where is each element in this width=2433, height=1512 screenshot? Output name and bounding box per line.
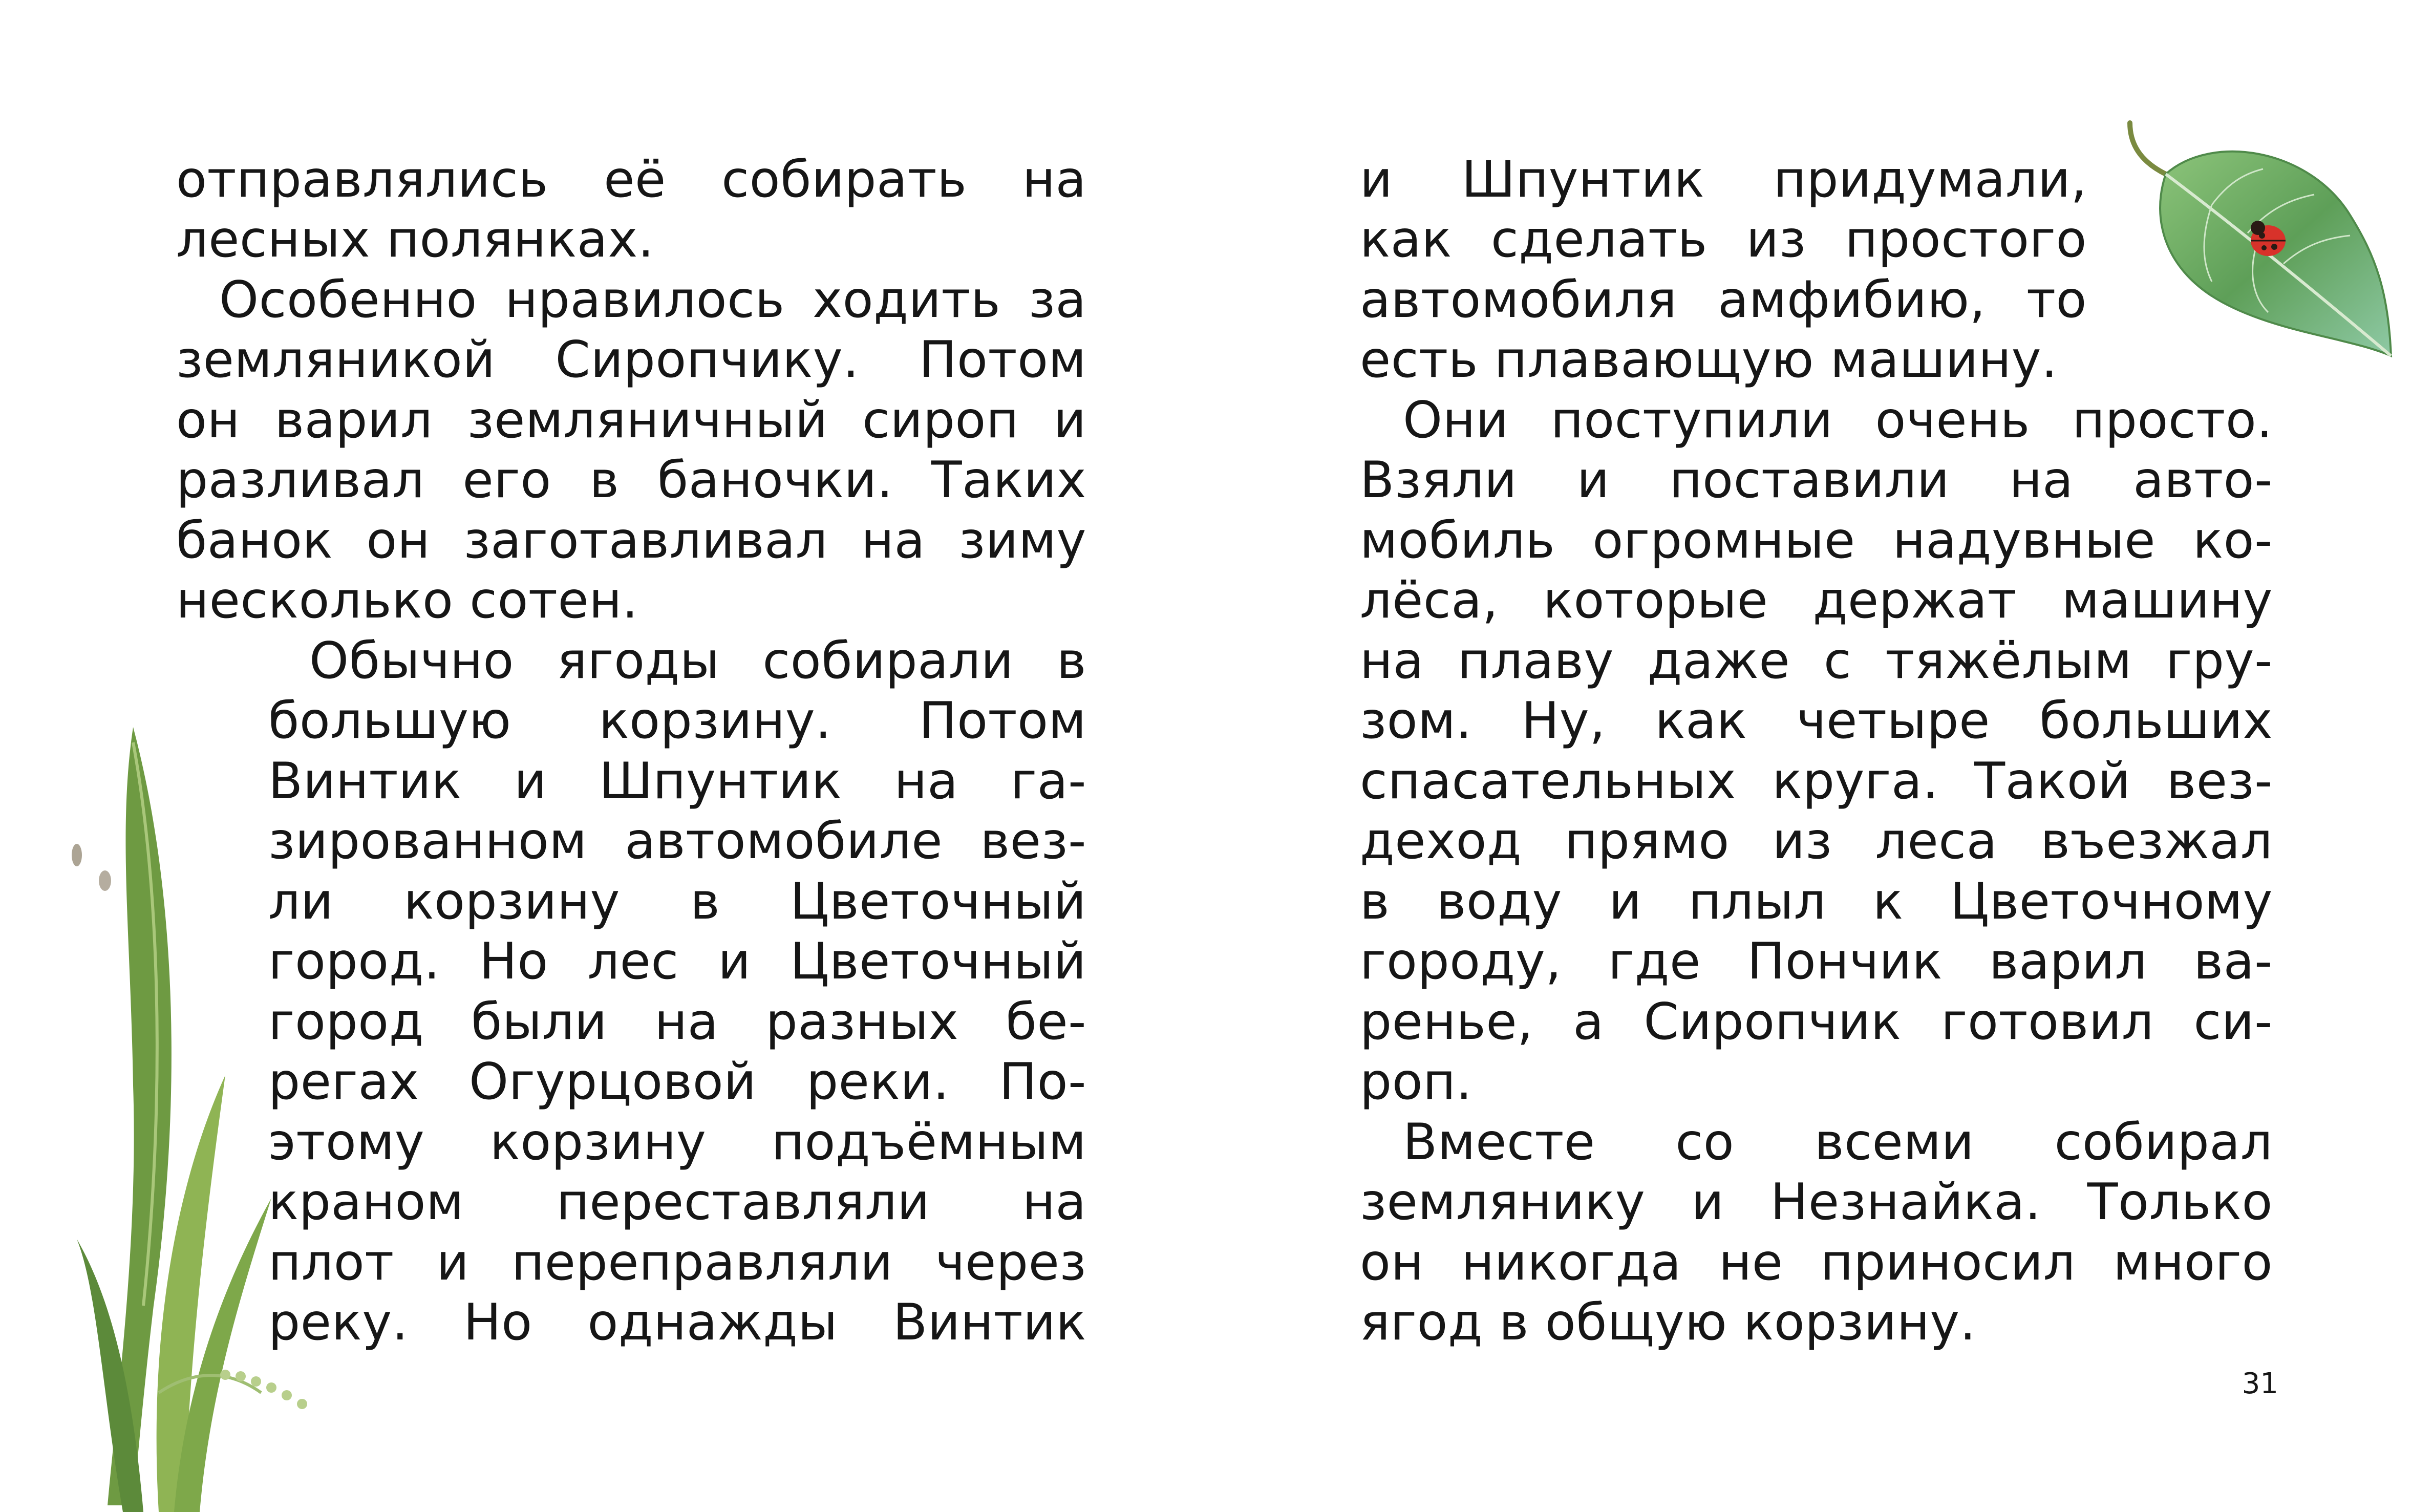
right-text-line: как сделать из простого	[1360, 210, 2087, 269]
left-text-line: разливал его в баночки. Таких	[176, 451, 1086, 509]
right-text-line: автомобиля амфибию, то	[1360, 271, 2087, 329]
left-text-line: ли корзину в Цветочный	[268, 872, 1086, 931]
left-text-line: Особенно нравилось ходить за	[219, 271, 1086, 329]
left-text-line: отправлялись её собирать на	[176, 151, 1086, 209]
left-text-line: Обычно ягоды собирали в	[309, 632, 1086, 690]
right-text-line: землянику и Незнайка. Только	[1360, 1173, 2273, 1231]
right-text-line: мобиль огромные надувные ко-	[1360, 512, 2273, 570]
right-text-line: и Шпунтик придумали,	[1360, 151, 2087, 209]
left-text-line: зированном автомобиле вез-	[268, 812, 1086, 870]
left-text-line: город. Но лес и Цветочный	[268, 932, 1086, 991]
left-text-line: город были на разных бе-	[268, 993, 1086, 1051]
right-text-line: на плаву даже с тяжёлым гру-	[1360, 632, 2273, 690]
left-text-line: лесных полянках.	[176, 210, 654, 269]
right-text-line: ягод в общую корзину.	[1360, 1293, 1976, 1352]
left-text-line: этому корзину подъёмным	[268, 1113, 1086, 1172]
left-text-line: плот и переправляли через	[268, 1233, 1086, 1292]
left-text-line: краном переставляли на	[268, 1173, 1086, 1231]
left-text-line: банок он заготавливал на зиму	[176, 512, 1086, 570]
page-number: 31	[2242, 1367, 2278, 1400]
left-text-line: реку. Но однажды Винтик	[268, 1293, 1086, 1352]
right-text-line: он никогда не приносил много	[1360, 1233, 2273, 1292]
right-text-line: Вместе со всеми собирал	[1403, 1113, 2273, 1172]
right-text-line: деход прямо из леса въезжал	[1360, 812, 2273, 870]
right-text-line: есть плавающую машину.	[1360, 331, 2058, 389]
right-text-line: городу, где Пончик варил ва-	[1360, 932, 2273, 991]
left-text-line: он варил земляничный сироп и	[176, 391, 1086, 450]
left-text-line: большую корзину. Потом	[268, 692, 1086, 750]
right-text-line: роп.	[1360, 1053, 1472, 1111]
right-text-line: спасательных круга. Такой вез-	[1360, 752, 2273, 811]
right-text-line: Взяли и поставили на авто-	[1360, 451, 2273, 509]
right-text-line: в воду и плыл к Цветочному	[1360, 872, 2273, 931]
right-text-line: лёса, которые держат машину	[1360, 571, 2273, 630]
left-text-line: несколько сотен.	[176, 571, 638, 630]
left-text-line: земляникой Сиропчику. Потом	[176, 331, 1086, 389]
left-text-line: регах Огурцовой реки. По-	[268, 1053, 1086, 1111]
right-text-line: Они поступили очень просто.	[1403, 391, 2273, 450]
right-text-line: зом. Ну, как четыре больших	[1360, 692, 2273, 750]
leaf-with-ladybug-icon	[2109, 118, 2396, 364]
right-text-line: ренье, а Сиропчик готовил си-	[1360, 993, 2273, 1051]
left-text-line: Винтик и Шпунтик на га-	[268, 752, 1086, 811]
